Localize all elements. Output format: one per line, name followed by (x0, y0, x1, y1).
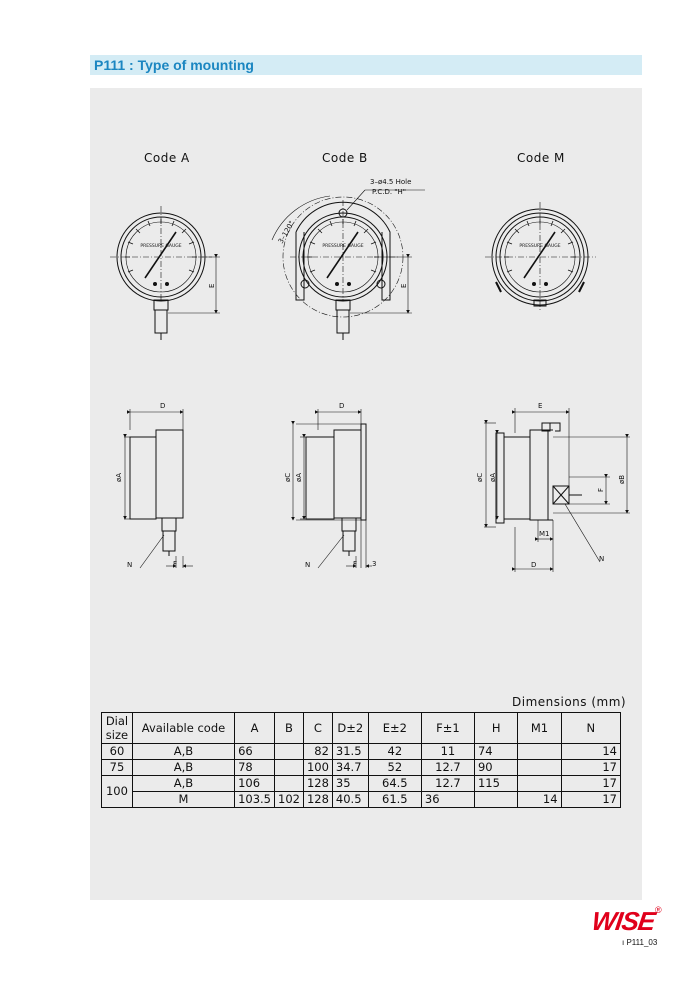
code-m-label: Code M (517, 151, 565, 165)
dimensions-table (101, 712, 621, 808)
dim-f-label-m: F (597, 487, 605, 492)
cell-c: 128 (303, 792, 332, 808)
dim-e-label-m: E (538, 402, 543, 410)
dim-d-label-m: D (531, 561, 537, 569)
cell-b (275, 760, 304, 776)
gauge-front-code-b (272, 190, 425, 340)
gauge-side-code-m (484, 408, 630, 572)
cell-code: A,B (132, 760, 234, 776)
header-m1: M1 (518, 713, 561, 744)
dim-e-label-b: E (400, 283, 408, 288)
dim-m1-label-m: M1 (539, 530, 550, 538)
hole-note-line2: P.C.D. "H" (372, 188, 407, 196)
cell-code: A,B (132, 776, 234, 792)
cell-b (275, 776, 304, 792)
dim-b-label-m: øB (618, 474, 626, 484)
table-row (102, 744, 621, 760)
cell-c: 100 (303, 760, 332, 776)
cell-a: 78 (235, 760, 275, 776)
gauge-side-code-b (293, 409, 372, 568)
cell-a: 66 (235, 744, 275, 760)
dim-d-label-b: D (339, 402, 345, 410)
dimensions-caption: Dimensions (mm) (512, 695, 627, 709)
cell-m1 (518, 744, 561, 760)
code-b-label: Code B (322, 151, 368, 165)
dim-a-label-m: øA (489, 472, 497, 482)
dim-e-label-a: E (208, 283, 216, 288)
gauge-front-code-m (485, 202, 596, 312)
header-code: Available code (132, 713, 234, 744)
cell-f: 12.7 (421, 776, 474, 792)
cell-n: 17 (561, 792, 620, 808)
cell-size: 100 (102, 776, 133, 808)
cell-e: 42 (368, 744, 421, 760)
header-a: A (235, 713, 275, 744)
dim-n-label-a: N (127, 561, 133, 569)
cell-d: 31.5 (332, 744, 368, 760)
cell-n: 17 (561, 760, 620, 776)
header-dial-size: Dial size (102, 713, 133, 744)
gauge-face-text-b: PRESSURE GAUGE (322, 244, 364, 249)
table-row (102, 776, 621, 792)
dim-a-label-b: øA (295, 472, 303, 482)
gauge-face-text-a: PRESSURE GAUGE (140, 244, 182, 249)
cell-h: 115 (474, 776, 517, 792)
cell-a: 106 (235, 776, 275, 792)
header-e: E±2 (368, 713, 421, 744)
dim-n-label-b: N (305, 561, 311, 569)
cell-b (275, 744, 304, 760)
cell-h (474, 792, 517, 808)
cell-h: 90 (474, 760, 517, 776)
cell-c: 128 (303, 776, 332, 792)
header-c: C (303, 713, 332, 744)
cell-e: 61.5 (368, 792, 421, 808)
page-id: ı P111_03 (622, 938, 658, 947)
cell-size: 75 (102, 760, 133, 776)
cell-d: 35 (332, 776, 368, 792)
gauge-front-code-a (110, 206, 220, 340)
header-f: F±1 (421, 713, 474, 744)
dim-d-label-a: D (160, 402, 166, 410)
cell-h: 74 (474, 744, 517, 760)
table-row (102, 792, 621, 808)
header-d: D±2 (332, 713, 368, 744)
cell-n: 14 (561, 744, 620, 760)
wise-logo: WISE (589, 906, 657, 936)
cell-n: 17 (561, 776, 620, 792)
cell-d: 34.7 (332, 760, 368, 776)
gauge-side-code-a (124, 409, 193, 568)
cell-code: M (132, 792, 234, 808)
hole-note-line1: 3–ø4.5 Hole (370, 178, 412, 186)
cell-b: 102 (275, 792, 304, 808)
cell-m1: 14 (518, 792, 561, 808)
cell-d: 40.5 (332, 792, 368, 808)
table-row (102, 760, 621, 776)
page-title: P111 : Type of mounting (94, 57, 254, 73)
cell-e: 64.5 (368, 776, 421, 792)
cell-c: 82 (303, 744, 332, 760)
cell-code: A,B (132, 744, 234, 760)
header-h: H (474, 713, 517, 744)
cell-f: 36 (421, 792, 474, 808)
dim-a-label-a: øA (115, 472, 123, 482)
code-a-label: Code A (144, 151, 190, 165)
cell-e: 52 (368, 760, 421, 776)
dim-f-label-a: F (173, 560, 178, 568)
dim-3-label-b: 3 (372, 560, 377, 568)
gauge-face-text-m: PRESSURE GAUGE (519, 244, 561, 249)
header-b: B (275, 713, 304, 744)
table-header-row (102, 713, 621, 744)
cell-m1 (518, 776, 561, 792)
dim-c-label-m: øC (476, 472, 484, 482)
cell-size: 60 (102, 744, 133, 760)
cell-f: 11 (421, 744, 474, 760)
header-n: N (561, 713, 620, 744)
dim-c-label-b: øC (284, 472, 292, 482)
angle-note: 3–120° (276, 219, 297, 245)
dim-f-label-b: F (353, 560, 358, 568)
cell-m1 (518, 760, 561, 776)
registered-mark: ® (655, 905, 662, 915)
cell-a: 103.5 (235, 792, 275, 808)
cell-f: 12.7 (421, 760, 474, 776)
dim-n-label-m: N (599, 555, 605, 563)
